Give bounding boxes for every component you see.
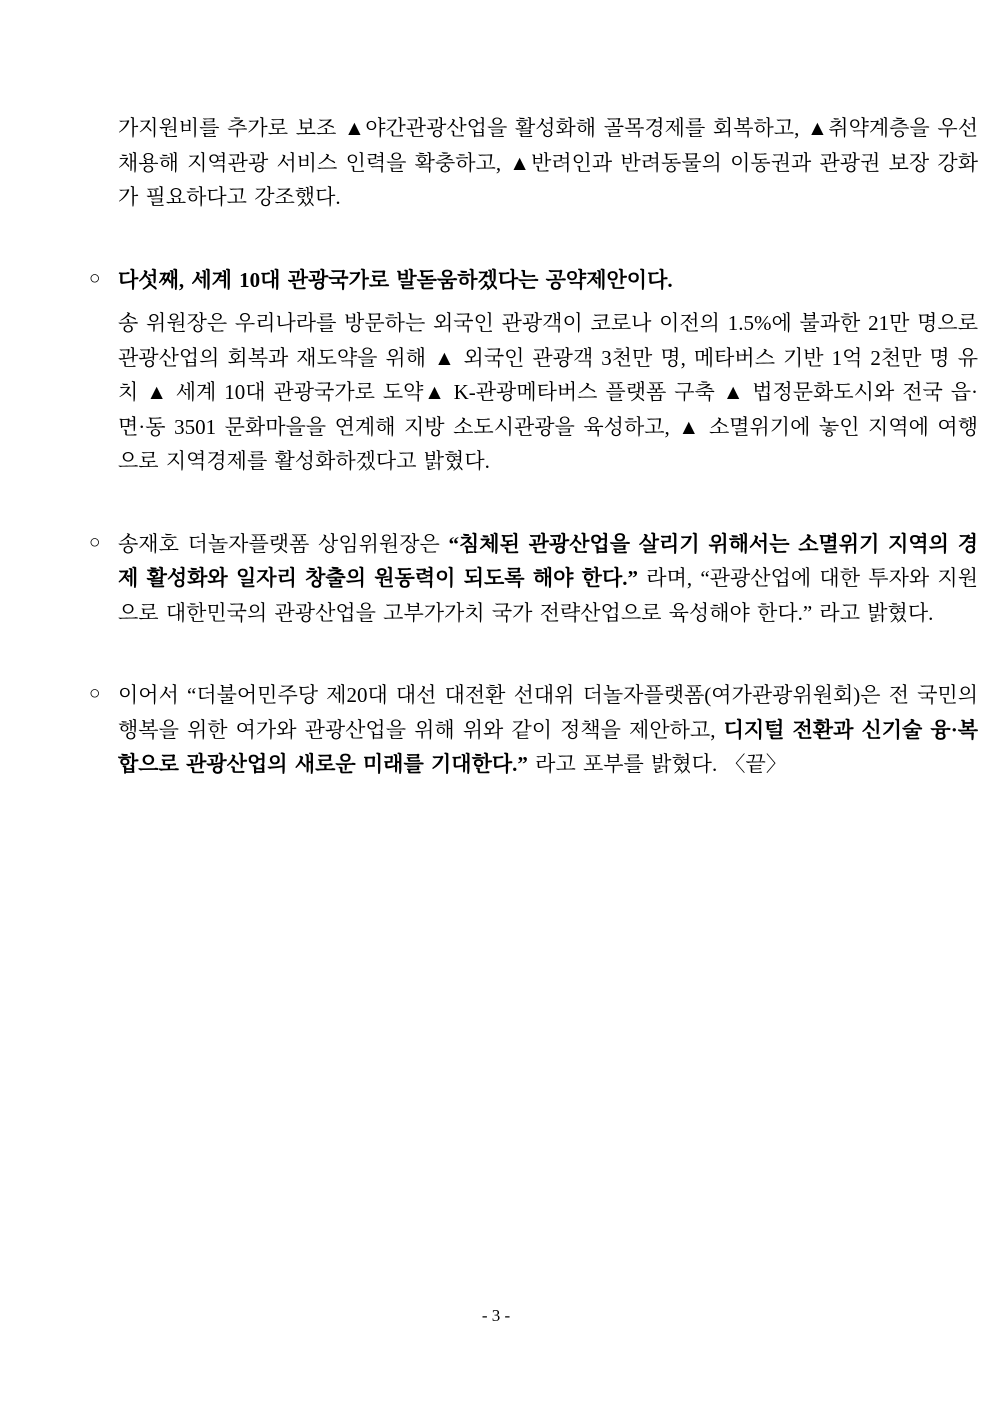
document-body	[89, 111, 979, 830]
circle-bullet-icon: ○	[89, 531, 101, 553]
page-number: - 3 -	[481, 1306, 511, 1325]
closing-statement-segment-plain: 라고 포부를 밝혔다. 〈끝〉	[527, 752, 787, 776]
chair-statement-segment-plain: 라며, “관광산업에 대한 투자와 지원으로 대한민국의 관광산업을 고부가가치 국가 전략산업으로 육성해야 한다.” 라고 밝혔다.	[118, 566, 978, 625]
intro-paragraph	[118, 111, 978, 215]
chair-statement-segment-plain: 송재호 더놀자플랫폼 상임위원장은	[118, 531, 449, 556]
chair-statement-paragraph	[118, 527, 978, 631]
fifth-pledge-body: 송 위원장은 우리나라를 방문하는 외국인 관광객이 코로나 이전의 1.5%에 불과한 21만 명으로 관광산업의 회복과 재도약을 위해 ▲ 외국인 관광객 3천만 명, 메타버스 기반 1억 2천만 명 유치 ▲ 세계 10대 관광국가로 도약▲ K-관광메타버스 플랫폼 구축 ▲ 법정문화도시와 전국 읍·면·동 3501 문화마을을 연계해 지방 소도시관광을 육성하고, ▲ 소멸위기에 놓인 지역에 여행으로 지역경제를 활성화하겠다고 밝혔다.	[118, 311, 978, 473]
closing-statement-segment-bold: 디지털 전환과 신기술 융·복합으로 관광산업의 새로운 미래를 기대한다.”	[118, 717, 979, 776]
circle-bullet-icon: ○	[89, 683, 101, 704]
closing-statement-paragraph	[118, 678, 978, 782]
fifth-pledge-heading: 다섯째, 세계 10대 관광국가로 발돋움하겠다는 공약제안이다.	[118, 267, 673, 292]
bullet-item-fifth-pledge	[89, 263, 978, 479]
closing-statement-segment-plain: 이어서 “더불어민주당 제20대 대선 대전환 선대위 더놀자플랫폼(여가관광위원회)은 전 국민의 행복을 위한 여가와 관광산업을 위해 위와 같이 정책을 제안하고,	[118, 683, 978, 742]
chair-statement-segment-bold-quote: “침체된 관광산업을 살리기 위해서는 소멸위기 지역의 경제 활성화와 일자리 창출의 원동력이 되도록 해야 한다.”	[118, 531, 978, 590]
bullet-item-closing-statement	[89, 678, 979, 782]
intro-paragraph-text: 가지원비를 추가로 보조 ▲야간관광산업을 활성화해 골목경제를 회복하고, ▲취약계층을 우선 채용해 지역관광 서비스 인력을 확충하고, ▲반려인과 반려동물의 이동권과 관광권 보장 강화가 필요하다고 강조했다.	[118, 116, 978, 209]
bullet-item-chair-statement	[89, 527, 978, 631]
circle-bullet-icon: ○	[89, 267, 101, 289]
